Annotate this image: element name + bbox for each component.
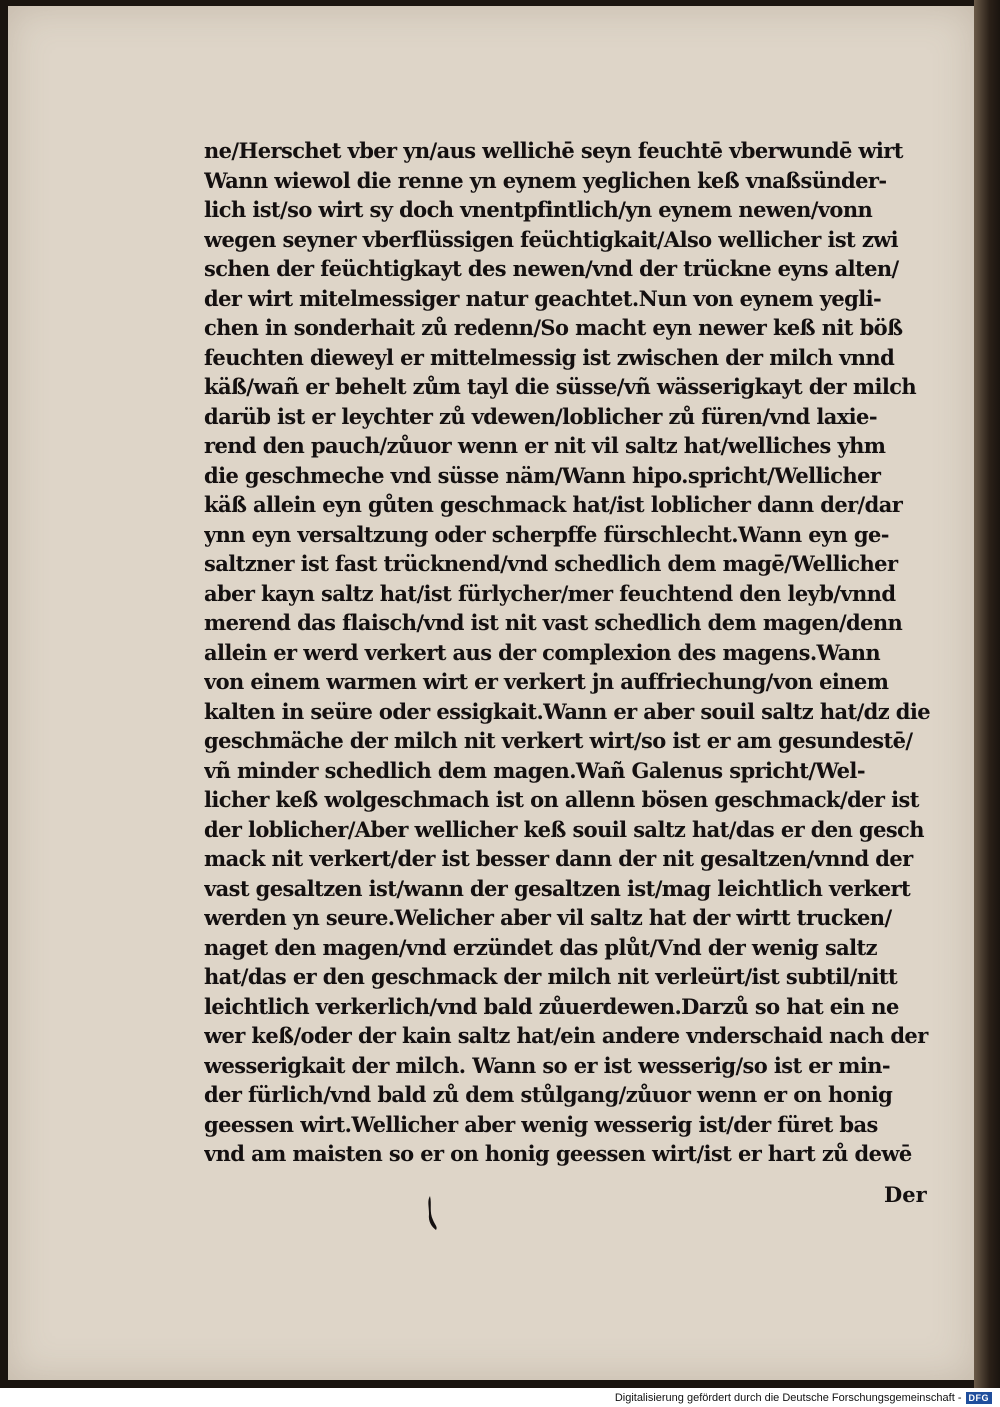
footer-bar <box>0 1388 1000 1407</box>
text-line: aber kayn saltz hat/ist fürlycher/mer feuchtend den leyb/vnnd <box>204 580 896 606</box>
text-line: darüb ist er leychter zů vdewen/loblicher zů füren/vnd laxie- <box>204 403 877 429</box>
text-line: wegen seyner vberflüssigen feüchtigkait/Also wellicher ist zwi <box>204 226 899 252</box>
text-line: die geschmeche vnd süsse näm/Wann hipo.spricht/Wellicher <box>204 462 881 488</box>
text-line: feuchten dieweyl er mittelmessig ist zwischen der milch vnnd <box>204 344 895 370</box>
text-line: wesserigkait der milch. Wann so er ist wesserig/so ist er min- <box>204 1052 890 1078</box>
text-line: schen der feüchtigkayt des newen/vnd der trückne eyns alten/ <box>204 256 899 281</box>
page-edge <box>974 0 1000 1388</box>
funding-credit: Digitalisierung gefördert durch die Deutsche Forschungsgemeinschaft - <box>614 1391 962 1404</box>
text-line: ne/Herschet vber yn/aus wellichē seyn feuchtē vberwundē wirt <box>204 138 903 163</box>
text-line: mack nit verkert/der ist besser dann der nit gesaltzen/vnnd der <box>204 846 913 871</box>
text-line: chen in sonderhait zů redenn/So macht eyn newer keß nit böß <box>204 315 903 340</box>
text-line: vnd am maisten so er on honig geessen wirt/ist er hart zů dewē <box>204 1141 912 1166</box>
dfg-logo-icon: DFG <box>966 1392 993 1404</box>
text-line: von einem warmen wirt er verkert jn auffriechung/von einem <box>204 669 889 694</box>
text-line: der loblicher/Aber wellicher keß souil saltz hat/das er den gesch <box>204 816 924 842</box>
text-line: lich ist/so wirt sy doch vnentpfintlich/yn eynem newen/vonn <box>204 197 873 222</box>
ink-mark-icon <box>426 1196 440 1230</box>
text-line: geschmäche der milch nit verkert wirt/so ist er am gesundestē/ <box>204 728 913 753</box>
text-line: licher keß wolgeschmach ist on allenn bösen geschmack/der ist <box>204 787 919 812</box>
text-line: werden yn seure.Welicher aber vil saltz hat der wirtt trucken/ <box>204 905 892 930</box>
text-line: vast gesaltzen ist/wann der gesaltzen ist/mag leichtlich verkert <box>204 875 911 901</box>
text-line: kalten in seüre oder essigkait.Wann er aber souil saltz hat/dz die <box>204 698 931 724</box>
text-line: Wann wiewol die renne yn eynem yeglichen keß vnaßsünder- <box>204 167 887 193</box>
text-line: naget den magen/vnd erzündet das plůt/Vnd der wenig saltz <box>204 934 877 960</box>
text-line: merend das flaisch/vnd ist nit vast schedlich dem magen/denn <box>204 610 903 635</box>
text-line: leichtlich verkerlich/vnd bald zůuerdewen.Darzů so hat ein ne <box>204 993 899 1019</box>
book-page <box>8 6 974 1380</box>
text-block <box>204 136 944 1169</box>
text-line: saltzner ist fast trücknend/vnd schedlich dem magē/Wellicher <box>204 551 898 576</box>
text-line: rend den pauch/zůuor wenn er nit vil saltz hat/welliches yhm <box>204 433 886 458</box>
text-line: ynn eyn versaltzung oder scherpffe fürschlecht.Wann eyn ge- <box>204 521 889 547</box>
text-line: vñ minder schedlich dem magen.Wañ Galenus spricht/Wel- <box>204 757 865 783</box>
text-line: käß allein eyn gůten geschmack hat/ist loblicher dann der/dar <box>204 492 903 517</box>
text-line: wer keß/oder der kain saltz hat/ein andere vnderschaid nach der <box>204 1023 928 1048</box>
text-line: käß/wañ er behelt zům tayl die süsse/vñ wässerigkayt der milch <box>204 374 917 399</box>
text-line: geessen wirt.Wellicher aber wenig wesserig ist/der füret bas <box>204 1111 878 1137</box>
catchword: Der <box>884 1182 927 1207</box>
text-line: allein er werd verkert aus der complexion des magens.Wann <box>204 639 881 665</box>
text-line: hat/das er den geschmack der milch nit verleürt/ist subtil/nitt <box>204 964 898 989</box>
text-line: der fürlich/vnd bald zů dem stůlgang/zůuor wenn er on honig <box>204 1082 893 1107</box>
text-line: der wirt mitelmessiger natur geachtet.Nun von eynem yegli- <box>204 285 882 311</box>
